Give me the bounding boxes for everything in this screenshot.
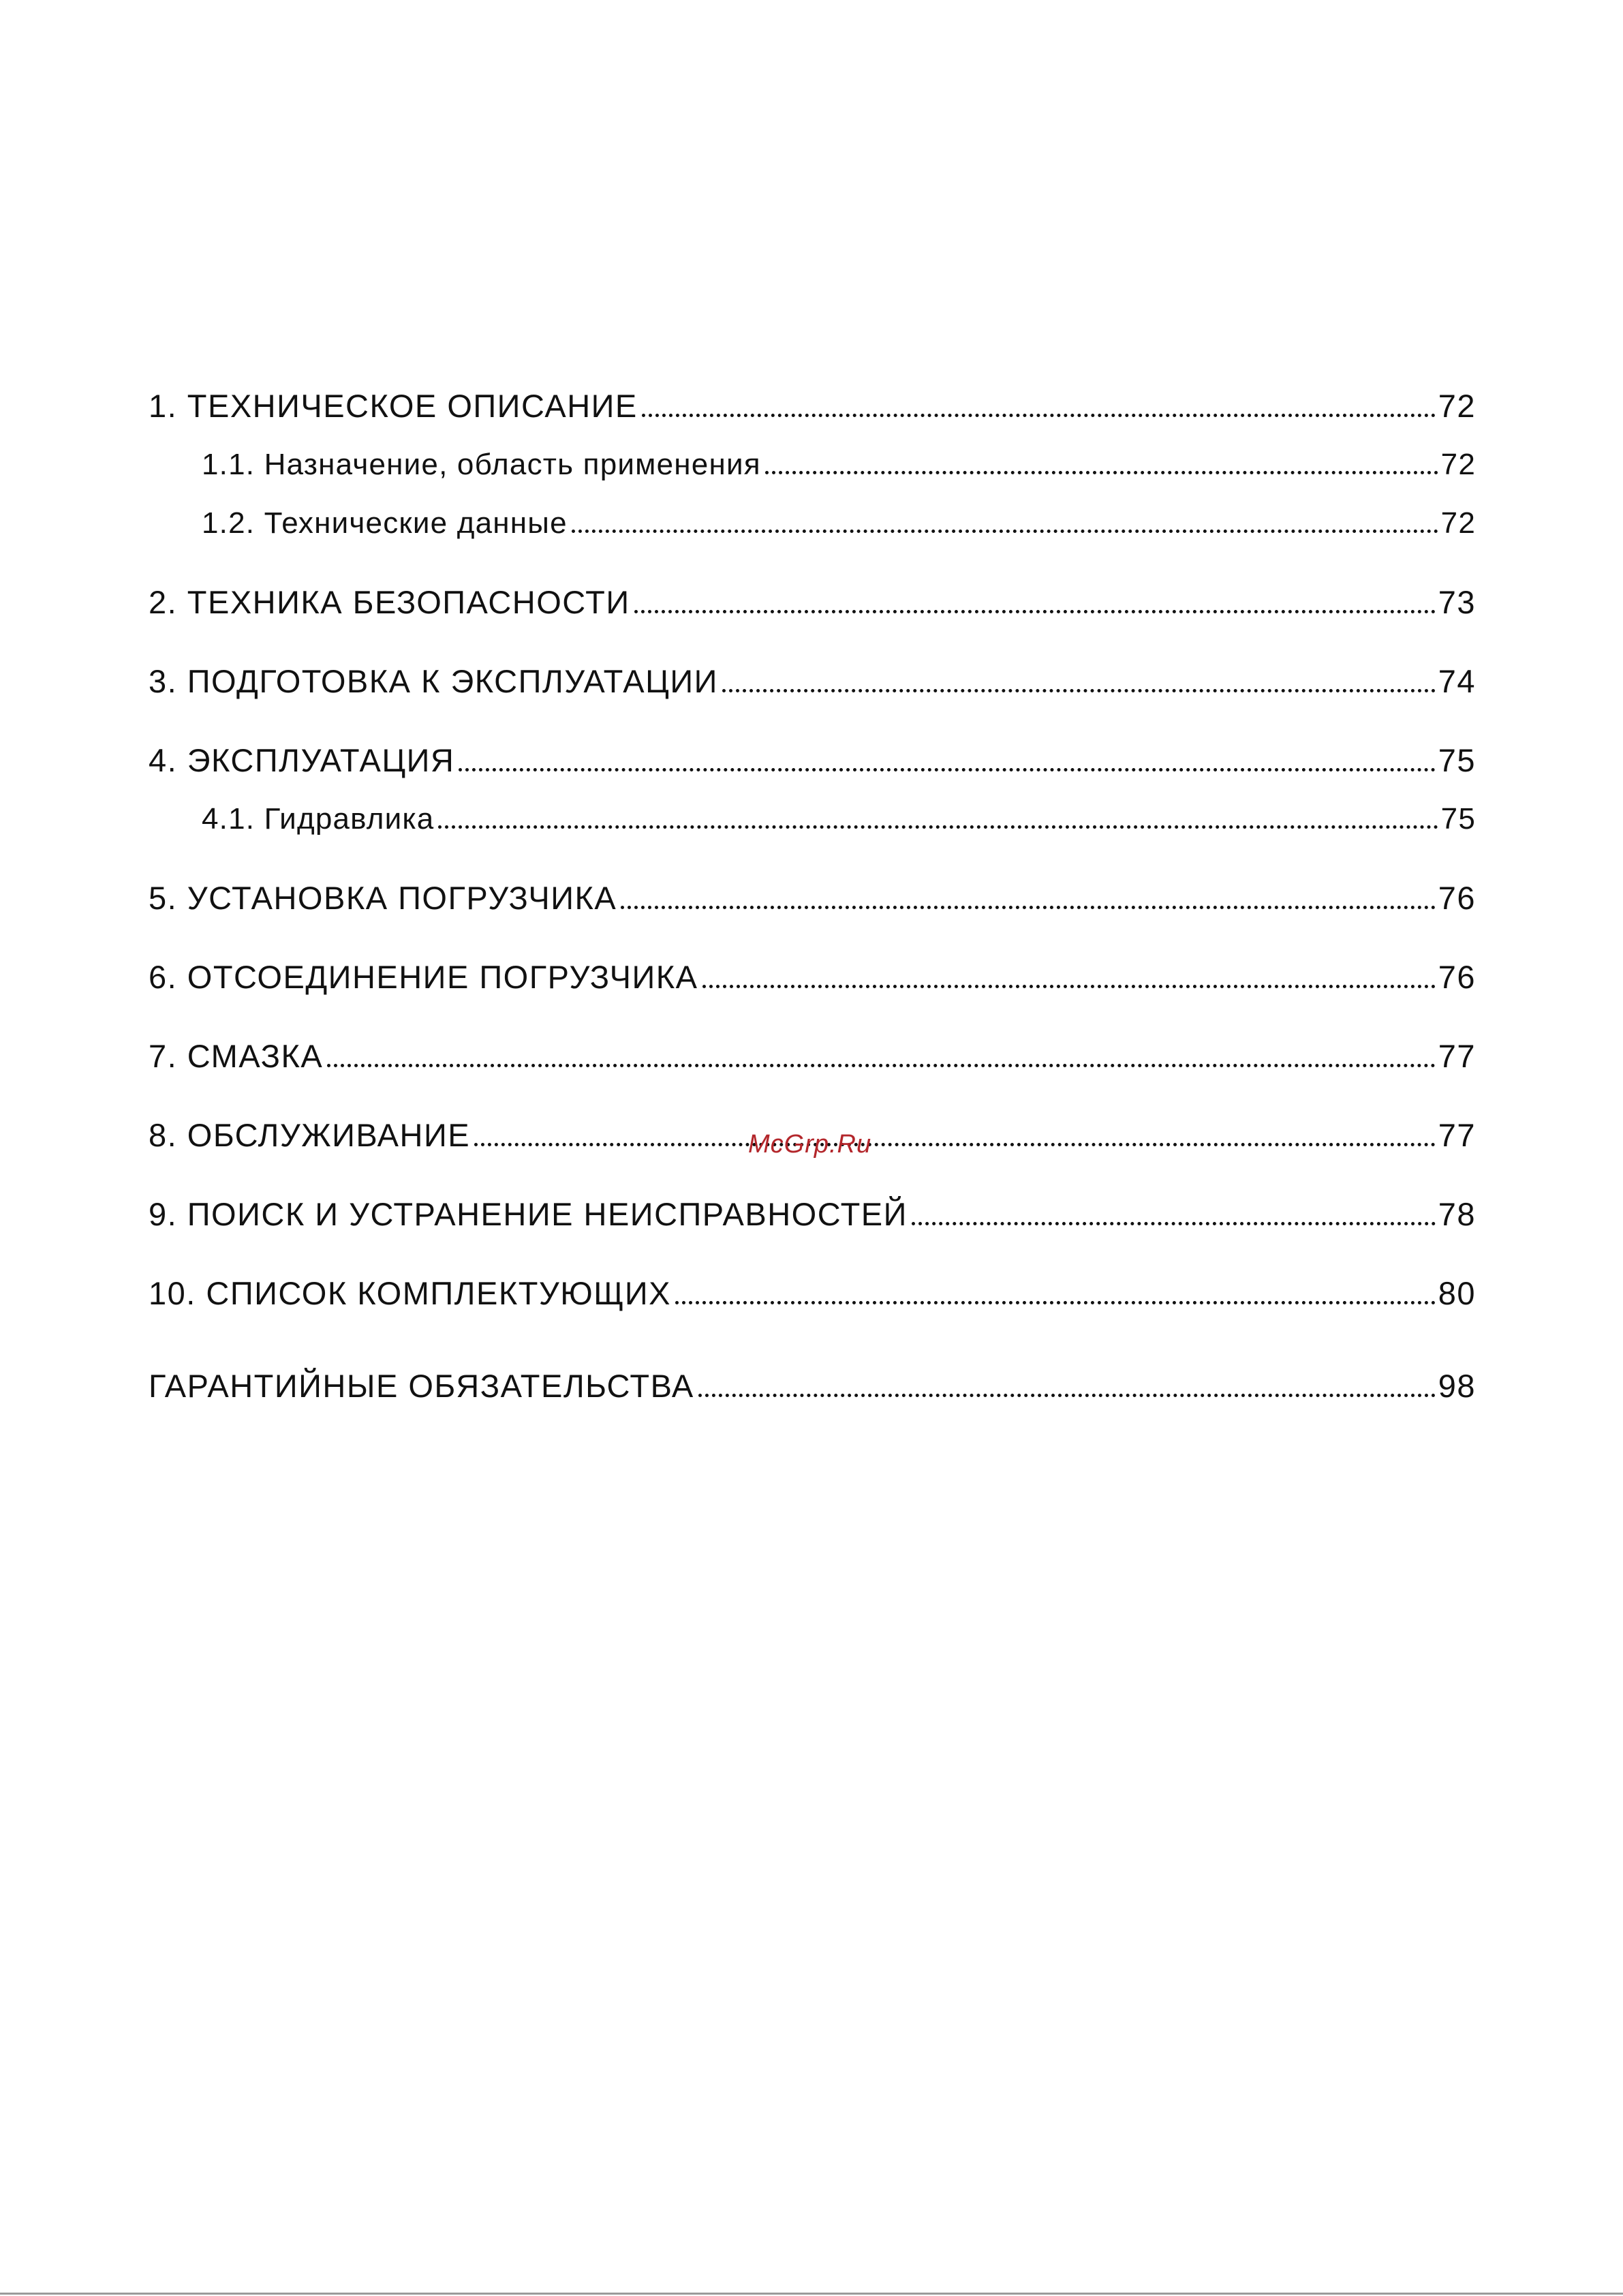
toc-entry-page-number: 72: [1438, 388, 1476, 424]
toc-entry-label: ГАРАНТИЙНЫЕ ОБЯЗАТЕЛЬСТВА: [149, 1368, 694, 1404]
toc-entry-section-4-1[interactable]: [202, 799, 1476, 840]
toc-entry-section-1-1[interactable]: [202, 444, 1476, 485]
toc-entry-warranty[interactable]: [149, 1366, 1476, 1407]
toc-entry-section-4[interactable]: [149, 740, 1476, 781]
toc-entry-section-1-2[interactable]: [202, 503, 1476, 544]
watermark: McGrp.Ru: [748, 1130, 872, 1159]
toc-entry-page-number: 80: [1438, 1275, 1476, 1311]
toc-entry-section-10[interactable]: [149, 1273, 1476, 1314]
toc-entry-label: 2. ТЕХНИКА БЕЗОПАСНОСТИ: [149, 584, 630, 620]
dot-leader: [698, 1394, 1436, 1397]
toc-entry-section-3[interactable]: [149, 661, 1476, 702]
toc-entry-label: 1. ТЕХНИЧЕСКОЕ ОПИСАНИЕ: [149, 388, 638, 424]
dot-leader: [327, 1064, 1435, 1067]
toc-entry-label: 4. ЭКСПЛУАТАЦИЯ: [149, 742, 455, 778]
toc-entry-page-number: 78: [1438, 1196, 1476, 1232]
dot-leader: [572, 530, 1438, 533]
toc-entry-label: 5. УСТАНОВКА ПОГРУЗЧИКА: [149, 880, 617, 916]
toc-entry-page-number: 76: [1438, 880, 1476, 916]
toc-entry-section-6[interactable]: [149, 957, 1476, 998]
toc-entry-label: 9. ПОИСК И УСТРАНЕНИЕ НЕИСПРАВНОСТЕЙ: [149, 1196, 908, 1232]
dot-leader: [722, 689, 1436, 692]
dot-leader: [765, 471, 1438, 474]
toc-entry-page-number: 77: [1438, 1117, 1476, 1153]
toc-entry-label: 6. ОТСОЕДИНЕНИЕ ПОГРУЗЧИКА: [149, 959, 698, 995]
dot-leader: [912, 1222, 1436, 1225]
dot-leader: [634, 610, 1436, 613]
toc-entry-label: 3. ПОДГОТОВКА К ЭКСПЛУАТАЦИИ: [149, 663, 718, 699]
toc-entry-section-1[interactable]: [149, 386, 1476, 427]
toc-entry-page-number: 75: [1438, 742, 1476, 778]
toc-entry-section-5[interactable]: [149, 878, 1476, 919]
toc-entry-page-number: 76: [1438, 959, 1476, 995]
toc-entry-page-number: 72: [1440, 448, 1476, 481]
dot-leader: [438, 825, 1438, 829]
toc-entry-label: 4.1. Гидравлика: [202, 802, 435, 836]
toc-entry-label: 10. СПИСОК КОМПЛЕКТУЮЩИХ: [149, 1275, 671, 1311]
page-bottom-edge: [0, 2293, 1623, 2295]
toc-entry-label: 1.1. Назначение, область применения: [202, 448, 761, 481]
dot-leader: [459, 768, 1435, 771]
toc-entry-section-2[interactable]: [149, 582, 1476, 623]
toc-entry-label: 7. СМАЗКА: [149, 1038, 324, 1074]
toc-entry-page-number: 98: [1438, 1368, 1476, 1404]
dot-leader: [642, 414, 1436, 417]
toc-entry-section-7[interactable]: [149, 1036, 1476, 1077]
dot-leader: [675, 1301, 1436, 1304]
toc-entry-section-9[interactable]: [149, 1194, 1476, 1235]
toc-entry-page-number: 73: [1438, 584, 1476, 620]
toc-entry-page-number: 75: [1440, 802, 1476, 836]
toc-entry-page-number: 74: [1438, 663, 1476, 699]
toc-entry-page-number: 72: [1440, 506, 1476, 540]
dot-leader: [621, 906, 1435, 909]
toc-entry-page-number: 77: [1438, 1038, 1476, 1074]
toc-entry-label: 8. ОБСЛУЖИВАНИЕ: [149, 1117, 471, 1153]
dot-leader: [474, 1143, 1436, 1146]
toc-entry-label: 1.2. Технические данные: [202, 506, 568, 540]
dot-leader: [702, 985, 1436, 988]
